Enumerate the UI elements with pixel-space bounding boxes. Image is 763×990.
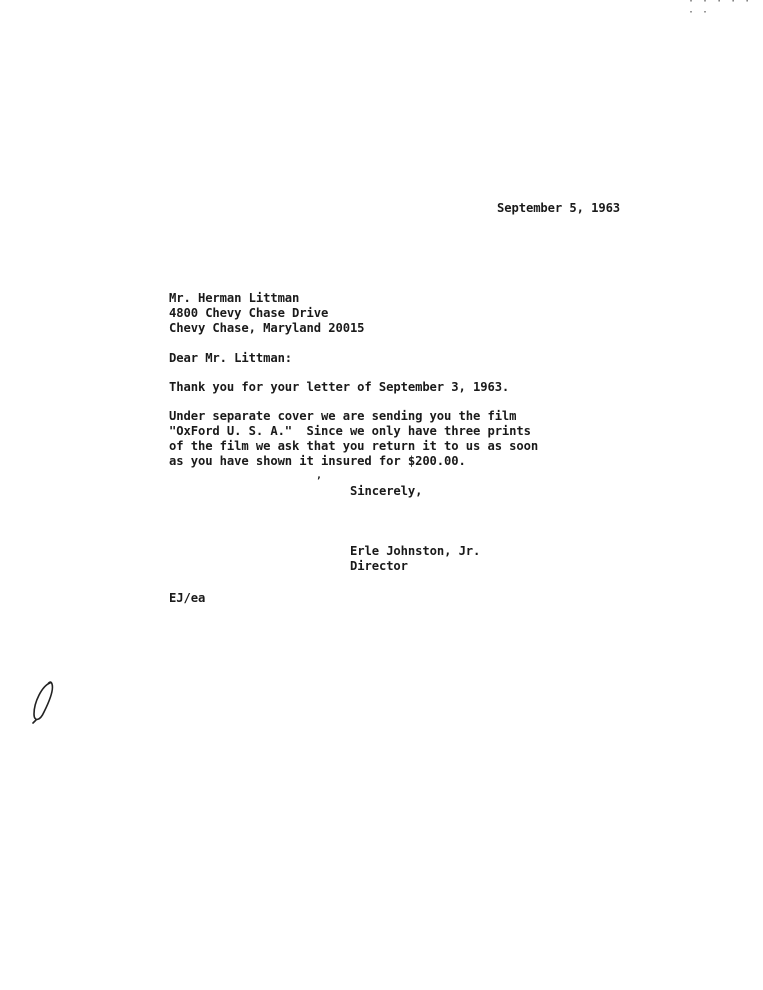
signer-name: Erle Johnston, Jr. xyxy=(350,544,481,558)
letter-date: September 5, 1963 xyxy=(497,201,621,215)
recipient-name: Mr. Herman Littman xyxy=(169,291,300,305)
body-paragraph-1: Thank you for your letter of September 3, 1963. xyxy=(169,380,510,394)
sign-off: Sincerely, xyxy=(350,484,423,498)
stray-comma-mark: , xyxy=(316,470,322,481)
body-line: of the film we ask that you return it to us as soon xyxy=(169,439,539,453)
handwritten-zero-mark-icon xyxy=(30,680,60,724)
recipient-street: 4800 Chevy Chase Drive xyxy=(169,306,329,320)
corner-dots-mark: · · · · · · · xyxy=(688,0,752,18)
recipient-city: Chevy Chase, Maryland 20015 xyxy=(169,321,365,335)
salutation: Dear Mr. Littman: xyxy=(169,351,293,365)
body-line: as you have shown it insured for $200.00. xyxy=(169,454,466,468)
signer-title: Director xyxy=(350,559,408,573)
reference-initials: EJ/ea xyxy=(169,591,206,605)
body-line: Under separate cover we are sending you the film xyxy=(169,409,517,423)
body-line: "OxFord U. S. A." Since we only have three prints xyxy=(169,424,531,438)
